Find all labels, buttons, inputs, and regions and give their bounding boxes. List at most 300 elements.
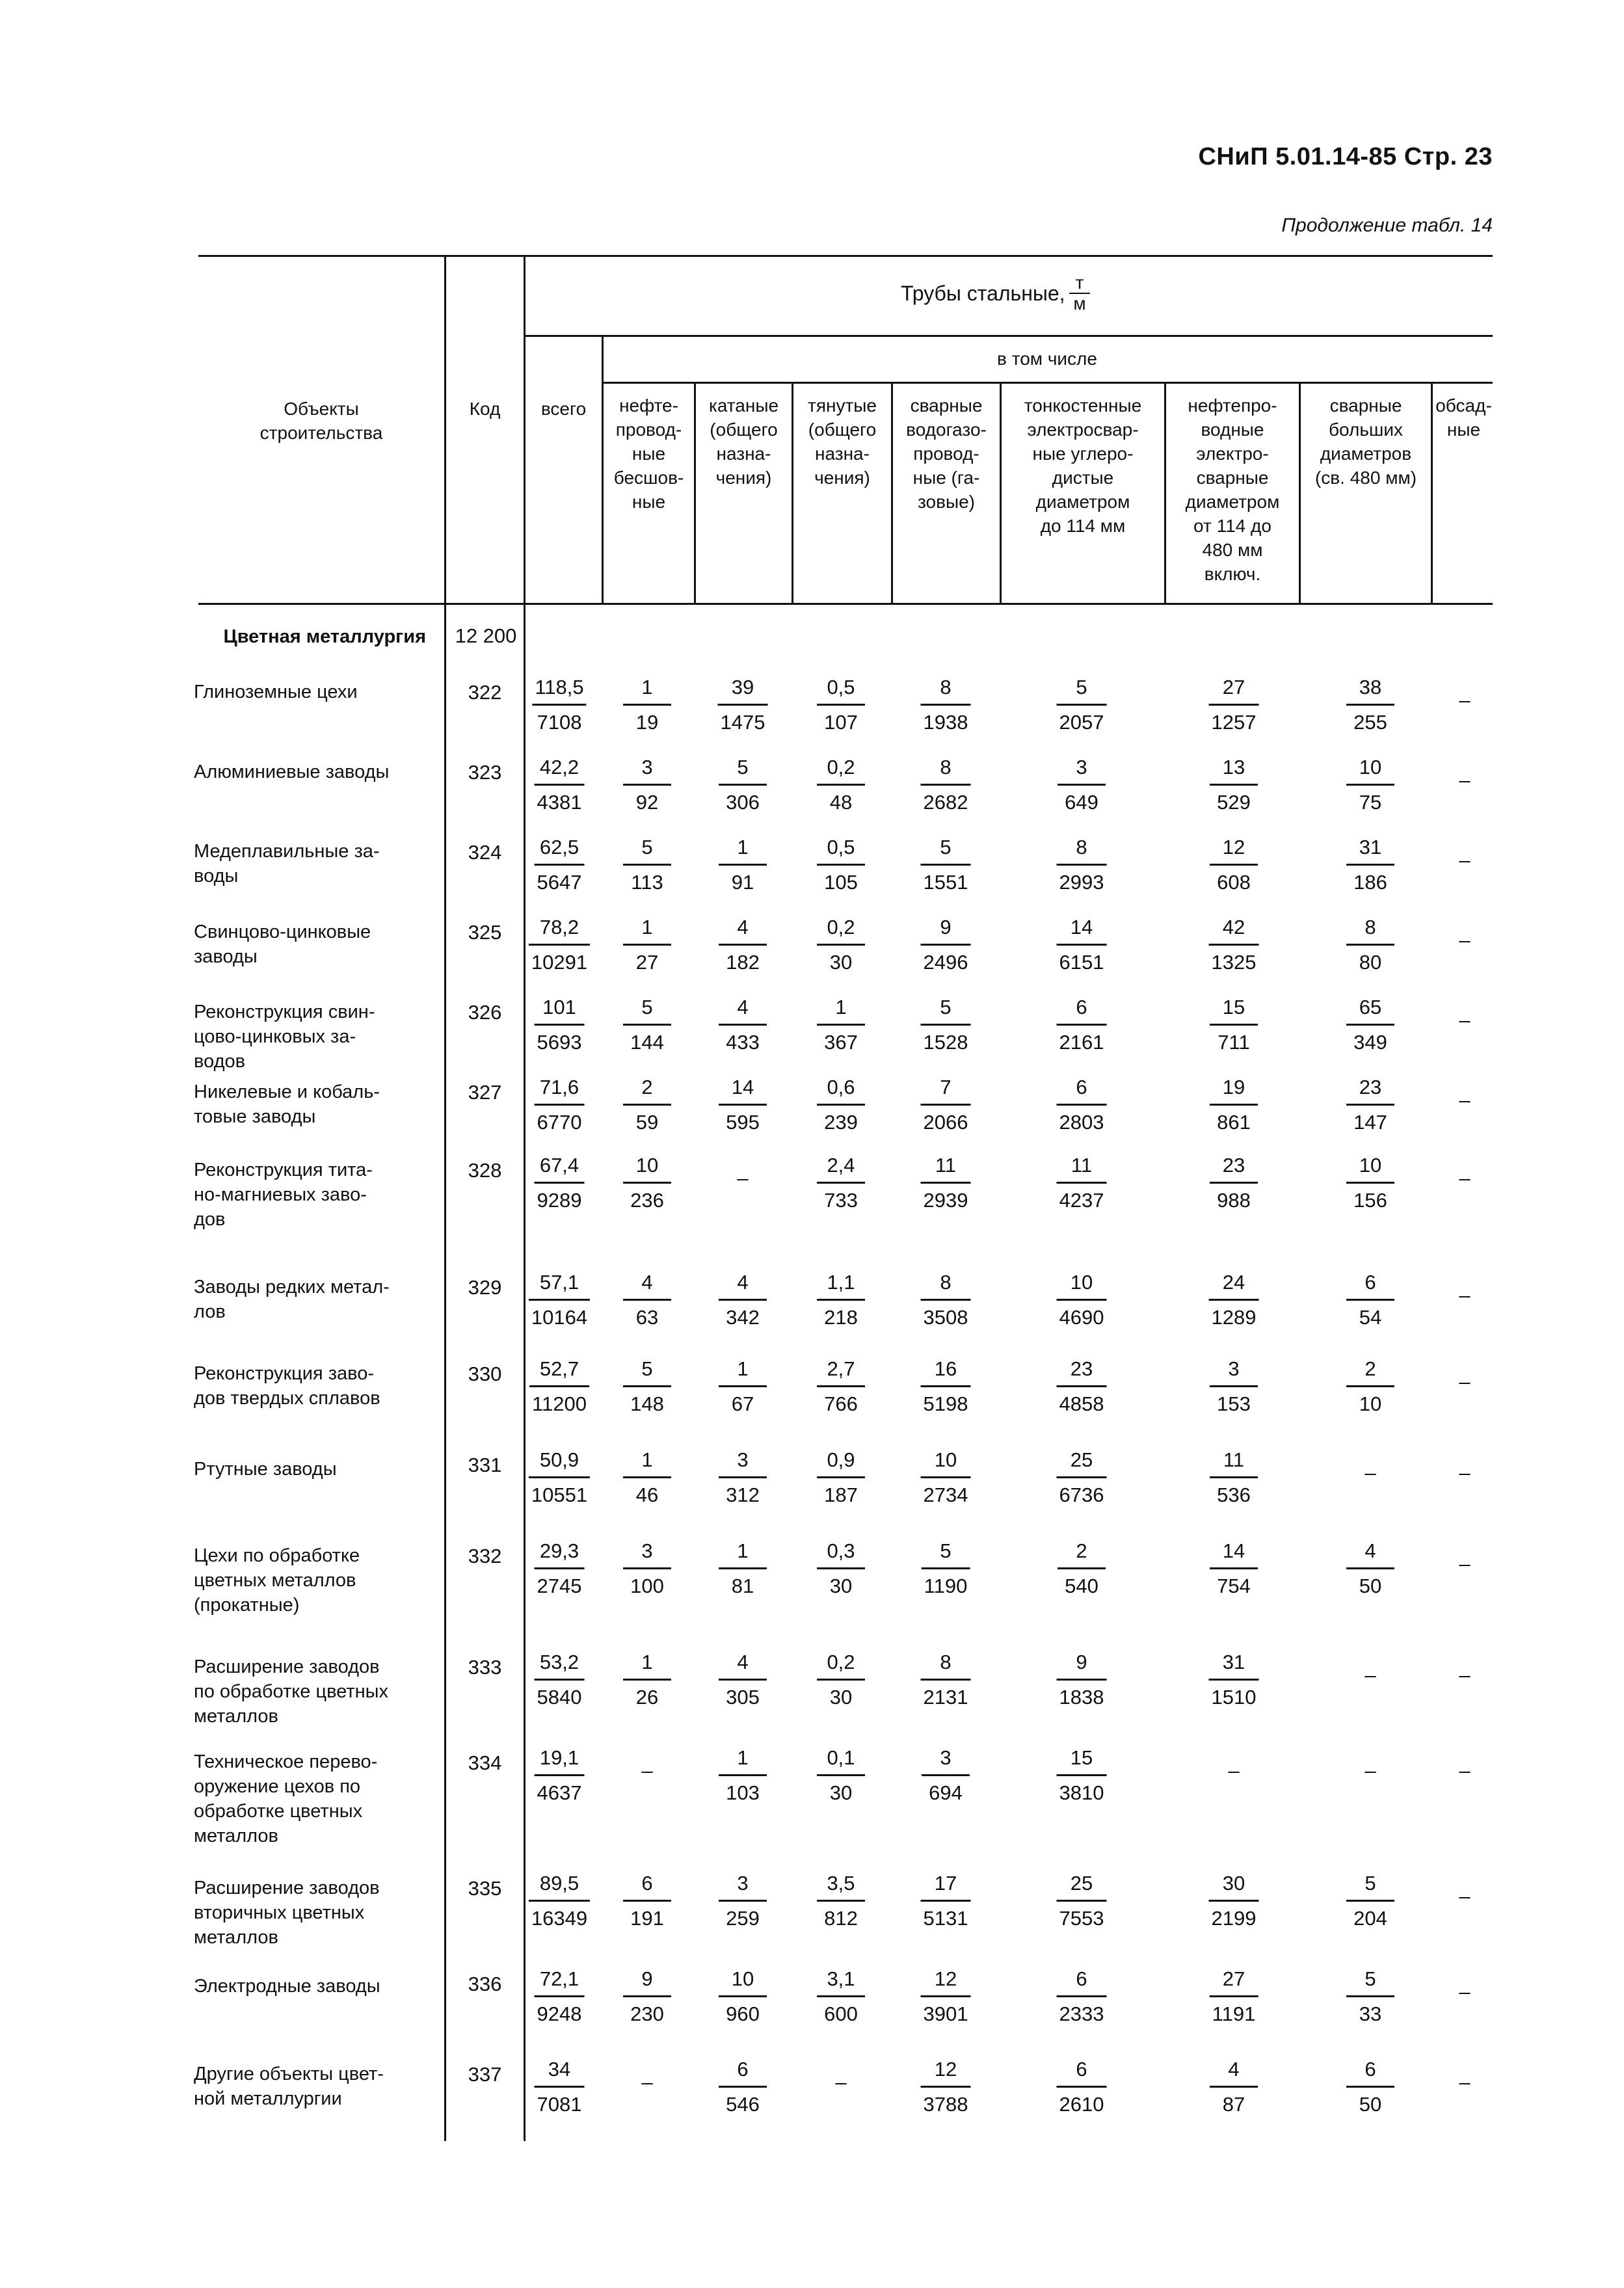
cell-metres: 5198 (923, 1392, 968, 1415)
cell-empty-dash: – (641, 2071, 653, 2094)
row-code: 337 (468, 2063, 502, 2086)
fraction-bar (623, 784, 671, 786)
cell-metres: 11200 (532, 1392, 587, 1415)
cell-metres: 7108 (537, 711, 582, 734)
row-code: 330 (468, 1363, 502, 1385)
cell-tonnes: 0,2 (827, 756, 855, 778)
cell-fraction (1209, 1870, 1259, 1932)
cell-metres: 103 (726, 1781, 760, 1804)
cell-fraction (817, 1270, 865, 1331)
fraction-bar (719, 1299, 767, 1301)
cell-tonnes: 23 (1222, 1154, 1245, 1177)
cell-tonnes: 12 (1222, 836, 1245, 858)
fraction-bar (529, 1385, 589, 1387)
cell-fraction (718, 674, 768, 736)
fraction-bar (1057, 2086, 1107, 2088)
cell-tonnes: 62,5 (539, 836, 579, 858)
row-name: Алюминиевые заводы (194, 762, 390, 782)
table-top-rule (198, 255, 1493, 257)
cell-metres: 87 (1222, 2093, 1245, 2116)
cell-metres: 4637 (537, 1781, 582, 1804)
fraction-bar (719, 1567, 767, 1569)
cell-metres: 100 (630, 1575, 664, 1597)
cell-tonnes: 3,5 (827, 1872, 855, 1895)
cell-tonnes: 1,1 (827, 1271, 855, 1294)
cell-tonnes: 11 (1071, 1154, 1093, 1177)
cell-fraction (1210, 1074, 1258, 1136)
cell-tonnes: 72,1 (539, 1967, 579, 1990)
cell-metres: 546 (726, 2093, 760, 2116)
fraction-bar (719, 1995, 767, 1997)
fraction-bar (1210, 784, 1258, 786)
header-code: Код (469, 399, 501, 419)
fraction-bar (921, 1995, 971, 1997)
fraction-bar (1209, 1900, 1259, 1902)
cell-metres: 1191 (1212, 2002, 1256, 2025)
cell-tonnes: 9 (1076, 1651, 1087, 1673)
fraction-bar (1346, 1182, 1394, 1184)
cell-tonnes: 4 (737, 1271, 749, 1294)
cell-fraction (921, 1966, 971, 2027)
cell-metres: 2199 (1211, 1907, 1257, 1930)
cell-tonnes: 23 (1359, 1076, 1382, 1098)
cell-tonnes: 11 (1223, 1448, 1245, 1471)
cell-fraction (817, 1870, 865, 1932)
cell-fraction (1210, 1152, 1258, 1214)
cell-fraction (1346, 1538, 1394, 1599)
cell-empty-dash: – (1459, 849, 1471, 871)
unit-fraction (1069, 273, 1091, 313)
cell-tonnes: 5 (1364, 1967, 1376, 1990)
unit-numerator: т (1069, 273, 1091, 294)
row-name: Цехи по обработке цветных металлов (прокатные) (194, 1545, 360, 1616)
cell-tonnes: 16 (934, 1357, 957, 1380)
fraction-bar (535, 784, 585, 786)
row-code: 331 (468, 1454, 502, 1476)
cell-fraction (817, 834, 865, 896)
cell-fraction (623, 914, 671, 976)
cell-metres: 1551 (923, 871, 968, 894)
cell-metres: 54 (1359, 1306, 1382, 1329)
fraction-bar (1057, 1299, 1107, 1301)
fraction-bar (623, 1104, 671, 1106)
fraction-bar (1057, 864, 1107, 866)
cell-metres: 182 (726, 951, 760, 974)
cell-fraction (623, 834, 671, 896)
fraction-bar (921, 944, 971, 946)
cell-empty-dash: – (1459, 1009, 1471, 1031)
header-col-oil-pipeline: нефтепро- водные электро- сварные диаметром от 114 до 480 мм включ. (1185, 395, 1280, 584)
cell-tonnes: 9 (940, 916, 952, 938)
cell-fraction (1057, 1074, 1107, 1136)
cell-empty-dash: – (1459, 1664, 1471, 1686)
cell-fraction (529, 1356, 589, 1417)
cell-tonnes: 38 (1359, 676, 1382, 698)
row-name: Медеплавильные за- воды (194, 841, 380, 886)
subheader-rule (524, 335, 1493, 337)
cell-tonnes: 4 (1364, 1539, 1376, 1562)
fraction-bar (921, 864, 971, 866)
cell-fraction (623, 994, 671, 1056)
cell-fraction (623, 1356, 671, 1417)
cell-fraction (817, 1152, 865, 1214)
cell-empty-dash: – (1459, 769, 1471, 791)
cell-fraction (535, 834, 585, 896)
cell-tonnes: 19,1 (539, 1746, 579, 1769)
cell-tonnes: 118,5 (535, 676, 584, 698)
row-code: 325 (468, 921, 502, 944)
cell-fraction (1058, 754, 1106, 816)
cell-fraction (817, 1538, 865, 1599)
cell-metres: 9289 (537, 1189, 582, 1212)
cell-metres: 1325 (1211, 951, 1257, 974)
cell-tonnes: 25 (1070, 1872, 1093, 1895)
cell-fraction (921, 1356, 971, 1417)
cell-tonnes: 5 (641, 1357, 653, 1380)
row-code: 332 (468, 1545, 502, 1567)
fraction-bar (623, 1476, 671, 1478)
fraction-bar (535, 1104, 585, 1106)
cell-tonnes: 6 (1076, 996, 1087, 1018)
fraction-bar (1209, 1299, 1259, 1301)
cell-metres: 187 (824, 1483, 858, 1506)
cell-metres: 5647 (537, 871, 582, 894)
cell-fraction (1346, 754, 1394, 816)
code-col-left-rule (444, 255, 446, 2141)
cell-tonnes: 10 (635, 1154, 659, 1177)
row-code: 335 (468, 1877, 502, 1900)
cell-tonnes: 3 (641, 756, 653, 778)
cell-metres: 5840 (537, 1686, 582, 1709)
fraction-bar (623, 1182, 671, 1184)
cell-tonnes: 30 (1222, 1872, 1245, 1895)
row-name: Свинцово-цинковые заводы (194, 922, 371, 967)
cell-fraction (623, 754, 671, 816)
cell-tonnes: 12 (934, 2058, 957, 2081)
fraction-bar (921, 1024, 971, 1026)
row-code: 334 (468, 1751, 502, 1774)
cell-fraction (535, 1538, 585, 1599)
table-caption: Продолжение табл. 14 (1281, 215, 1493, 236)
cell-tonnes: 1 (641, 1651, 653, 1673)
cell-metres: 312 (726, 1483, 760, 1506)
cell-tonnes: 27 (1222, 676, 1245, 698)
cell-tonnes: 24 (1222, 1271, 1245, 1294)
cell-fraction (1057, 1447, 1107, 1508)
cell-fraction (719, 834, 767, 896)
cell-tonnes: 6 (641, 1872, 653, 1895)
fraction-bar (922, 1774, 970, 1776)
row-name: Электродные заводы (194, 1976, 380, 1997)
cell-tonnes: 10 (1070, 1271, 1093, 1294)
cell-metres: 107 (824, 711, 858, 734)
cell-metres: 2993 (1059, 871, 1104, 894)
cell-metres: 236 (630, 1189, 664, 1212)
fraction-bar (623, 704, 671, 706)
fraction-bar (1346, 1900, 1394, 1902)
cell-metres: 540 (1065, 1575, 1098, 1597)
cell-tonnes: 3 (737, 1872, 749, 1895)
fraction-bar (1210, 1024, 1258, 1026)
fraction-bar (1210, 1104, 1258, 1106)
cell-tonnes: 5 (737, 756, 749, 778)
cell-metres: 812 (824, 1907, 858, 1930)
cell-tonnes: 6 (1364, 2058, 1376, 2081)
cell-metres: 2333 (1059, 2002, 1104, 2025)
fraction-bar (1346, 2086, 1394, 2088)
cell-fraction (719, 1649, 767, 1710)
header-total: всего (540, 399, 587, 419)
cell-fraction (535, 1966, 585, 2027)
unit-denominator: м (1073, 293, 1086, 313)
cell-fraction (535, 2056, 585, 2118)
cell-tonnes: 8 (940, 756, 952, 778)
fraction-bar (719, 944, 767, 946)
row-name: Заводы редких метал- лов (194, 1277, 390, 1322)
cell-fraction (817, 914, 865, 976)
cell-empty-dash: – (1364, 1759, 1376, 1782)
cell-tonnes: 13 (1222, 756, 1245, 778)
cell-metres: 153 (1217, 1392, 1251, 1415)
cell-fraction (921, 1270, 971, 1331)
cell-fraction (623, 1966, 671, 2027)
cell-fraction (922, 1745, 970, 1806)
cell-tonnes: 2,7 (827, 1357, 855, 1380)
cell-tonnes: 0,2 (827, 1651, 855, 1673)
cell-empty-dash: – (1459, 1759, 1471, 1782)
cell-empty-dash: – (1459, 1552, 1471, 1575)
cell-empty-dash: – (1459, 1284, 1471, 1307)
cell-metres: 595 (726, 1111, 760, 1134)
cell-metres: 9248 (537, 2002, 582, 2025)
cell-metres: 30 (829, 1575, 853, 1597)
fraction-bar (529, 1299, 590, 1301)
cell-tonnes: 29,3 (539, 1539, 579, 1562)
cell-metres: 600 (824, 2002, 858, 2025)
cell-tonnes: 0,2 (827, 916, 855, 938)
fraction-bar (1346, 864, 1394, 866)
cell-empty-dash: – (1364, 1664, 1376, 1686)
cell-metres: 191 (630, 1907, 664, 1930)
cell-fraction (1209, 674, 1259, 736)
cell-tonnes: 31 (1222, 1651, 1245, 1673)
cell-metres: 59 (635, 1111, 659, 1134)
cell-metres: 91 (731, 871, 754, 894)
cell-fraction (817, 1074, 865, 1136)
fraction-bar (719, 1476, 767, 1478)
cell-fraction (719, 1356, 767, 1417)
cell-fraction (535, 1152, 585, 1214)
cell-tonnes: 31 (1359, 836, 1382, 858)
cell-tonnes: 10 (731, 1967, 754, 1990)
cell-tonnes: 1 (737, 1746, 749, 1769)
cell-metres: 4690 (1059, 1306, 1104, 1329)
row-name: Другие объекты цвет- ной металлургии (194, 2064, 384, 2109)
fraction-bar (529, 1476, 590, 1478)
cell-metres: 2734 (923, 1483, 968, 1506)
cell-fraction (1346, 1356, 1394, 1417)
cell-fraction (623, 1270, 671, 1331)
cell-metres: 19 (635, 711, 659, 734)
fraction-bar (529, 944, 590, 946)
fraction-bar (535, 1774, 585, 1776)
fraction-bar (719, 1024, 767, 1026)
cell-metres: 306 (726, 791, 760, 814)
fraction-bar (817, 1182, 865, 1184)
cell-metres: 75 (1359, 791, 1382, 814)
cell-tonnes: 5 (940, 1539, 952, 1562)
cell-tonnes: 17 (934, 1872, 957, 1895)
cell-fraction (817, 994, 865, 1056)
cell-metres: 92 (635, 791, 659, 814)
cell-tonnes: 27 (1222, 1967, 1245, 1990)
cell-metres: 10 (1359, 1392, 1382, 1415)
cell-fraction (1346, 1870, 1394, 1932)
cell-fraction (535, 1074, 585, 1136)
cell-fraction (1057, 914, 1107, 976)
fraction-bar (1057, 1995, 1107, 1997)
cell-fraction (623, 1649, 671, 1710)
cell-tonnes: 34 (548, 2058, 571, 2081)
cell-tonnes: 8 (1076, 836, 1087, 858)
cell-tonnes: 0,6 (827, 1076, 855, 1098)
cell-tonnes: 3 (641, 1539, 653, 1562)
cell-tonnes: 4 (737, 1651, 749, 1673)
cell-metres: 367 (824, 1031, 858, 1054)
fraction-bar (1210, 1385, 1258, 1387)
header-col-large-diameter: сварные больших диаметров (св. 480 мм) (1314, 395, 1417, 488)
fraction-bar (1209, 944, 1259, 946)
cell-metres: 4237 (1059, 1189, 1104, 1212)
cell-fraction (1057, 2056, 1107, 2118)
row-code: 327 (468, 1081, 502, 1104)
row-name: Реконструкция свин- цово-цинковых за- водов (194, 1002, 375, 1072)
row-code: 323 (468, 761, 502, 784)
cell-tonnes: 8 (940, 676, 952, 698)
cell-metres: 2131 (923, 1686, 968, 1709)
cell-tonnes: 4 (1228, 2058, 1240, 2081)
fraction-bar (1210, 1182, 1258, 1184)
cell-metres: 30 (829, 1781, 853, 1804)
cell-metres: 67 (731, 1392, 754, 1415)
cell-empty-dash: – (1459, 1089, 1471, 1111)
cell-metres: 10291 (531, 951, 588, 974)
fraction-bar (921, 1679, 971, 1681)
cell-empty-dash: – (1459, 1461, 1471, 1484)
cell-empty-dash: – (1459, 1885, 1471, 1908)
cell-metres: 46 (635, 1483, 659, 1506)
cell-tonnes: 101 (542, 996, 576, 1018)
cell-empty-dash: – (641, 1759, 653, 1782)
cell-tonnes: 6 (1076, 1967, 1087, 1990)
fraction-bar (817, 944, 865, 946)
row-code: 329 (468, 1276, 502, 1299)
cell-fraction (1346, 1966, 1394, 2027)
cell-fraction (921, 2056, 971, 2118)
cell-metres: 6770 (537, 1111, 582, 1134)
cell-tonnes: 10 (1359, 1154, 1382, 1177)
fraction-bar (719, 2086, 767, 2088)
cell-tonnes: 4 (737, 916, 749, 938)
cell-fraction (817, 1447, 865, 1508)
cell-fraction (1057, 994, 1107, 1056)
cell-tonnes: 42,2 (539, 756, 579, 778)
fraction-bar (1346, 1385, 1394, 1387)
cell-metres: 63 (635, 1306, 659, 1329)
cell-fraction (817, 1356, 865, 1417)
cell-metres: 144 (630, 1031, 664, 1054)
fraction-bar (1057, 1900, 1107, 1902)
cell-metres: 1528 (923, 1031, 968, 1054)
fraction-bar (623, 1900, 671, 1902)
fraction-bar (1057, 1385, 1107, 1387)
row-name: Техническое перево- оружение цехов по обработке цветных металлов (194, 1751, 378, 1846)
cell-fraction (1346, 1270, 1394, 1331)
fraction-bar (719, 864, 767, 866)
cell-fraction (719, 1447, 767, 1508)
cell-tonnes: 14 (1222, 1539, 1245, 1562)
cell-tonnes: 8 (940, 1271, 952, 1294)
cell-tonnes: 4 (641, 1271, 653, 1294)
cell-fraction (1209, 1270, 1259, 1331)
fraction-bar (1057, 1024, 1107, 1026)
fraction-bar (719, 1104, 767, 1106)
cell-fraction (921, 1074, 971, 1136)
row-code: 333 (468, 1656, 502, 1679)
fraction-bar (532, 704, 586, 706)
fraction-bar (719, 1900, 767, 1902)
cell-tonnes: 6 (1076, 1076, 1087, 1098)
cell-metres: 16349 (531, 1907, 588, 1930)
row-code: 322 (468, 681, 502, 704)
cell-metres: 2496 (923, 951, 968, 974)
fraction-bar (817, 864, 865, 866)
fraction-bar (535, 1567, 585, 1569)
cell-metres: 204 (1353, 1907, 1387, 1930)
cell-fraction (1346, 994, 1394, 1056)
header-pipes-label: Трубы стальные, (901, 282, 1065, 305)
cell-fraction (1346, 1074, 1394, 1136)
cell-empty-dash: – (1459, 689, 1471, 712)
cell-fraction (817, 754, 865, 816)
cell-metres: 649 (1065, 791, 1098, 814)
cell-tonnes: 57,1 (539, 1271, 579, 1294)
cell-metres: 80 (1359, 951, 1382, 974)
cell-fraction (529, 1870, 590, 1932)
fraction-bar (921, 1182, 971, 1184)
cell-fraction (921, 994, 971, 1056)
cell-fraction (535, 1745, 585, 1806)
cell-metres: 536 (1217, 1483, 1251, 1506)
cell-tonnes: 8 (1364, 916, 1376, 938)
cell-fraction (529, 1447, 590, 1508)
cell-fraction (1057, 1270, 1107, 1331)
cell-fraction (532, 674, 586, 736)
cell-metres: 10164 (531, 1306, 588, 1329)
fraction-bar (719, 1385, 767, 1387)
cell-metres: 33 (1359, 2002, 1382, 2025)
cell-metres: 148 (630, 1392, 664, 1415)
cell-tonnes: 2 (1076, 1539, 1087, 1562)
cell-metres: 1510 (1211, 1686, 1257, 1709)
fraction-bar (535, 1182, 585, 1184)
cell-metres: 988 (1217, 1189, 1251, 1212)
fraction-bar (623, 944, 671, 946)
cell-fraction (921, 1447, 971, 1508)
cell-metres: 5693 (537, 1031, 582, 1054)
fraction-bar (535, 2086, 585, 2088)
cell-metres: 230 (630, 2002, 664, 2025)
